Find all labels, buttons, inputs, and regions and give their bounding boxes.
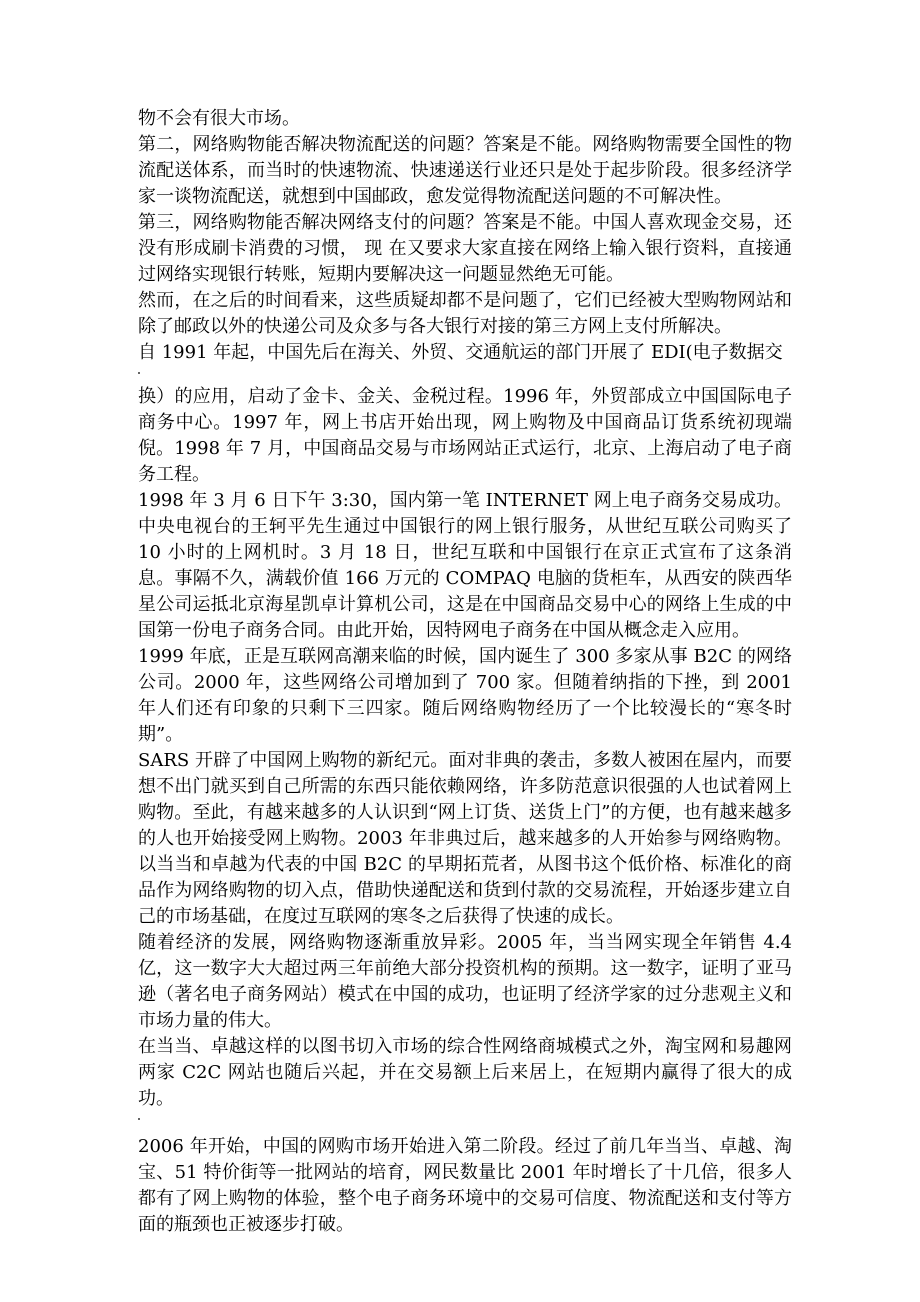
paragraph-7: 1998 年 3 月 6 日下午 3:30，国内第一笔 INTERNET 网上电子商务交易成功。中央电视台的王轲平先生通过中国银行的网上银行服务，从世纪互联公司购买了 10 小时的上网机时。3 月 18 日，世纪互联和中国银行在京正式宣布了这条消息。事隔不久，满载价值 166 万元的 COMPAQ 电脑的货柜车，从西安的陕西华星公司运抵北京海星凯卓计算机公司，这是在中国商品交易中心的网络上生成的中国第一份电子商务合同。由此开始，因特网电子商务在中国从概念走入应用。	[138, 490, 792, 641]
paragraph-6: 换）的应用，启动了金卡、金关、金税过程。1996 年，外贸部成立中国国际电子商务中心。1997 年，网上书店开始出现，网上购物及中国商品订货系统初现端倪。1998 年 7 月，中国商品交易与市场网站正式运行，北京、上海启动了电子商务工程。	[138, 386, 792, 485]
paragraph-8: 1999 年底，正是互联网高潮来临的时候，国内诞生了 300 多家从事 B2C 的网络公司。2000 年，这些网络公司增加到了 700 家。但随着纳指的下挫，到 2001 年人们还有印象的只剩下三四家。随后网络购物经历了一个比较漫长的“寒冬时期”。	[138, 646, 792, 745]
paragraph-9: SARS 开辟了中国网上购物的新纪元。面对非典的袭击，多数人被困在屋内，而要想不出门就买到自己所需的东西只能依赖网络，许多防范意识很强的人也试着网上购物。至此，有越来越多的人认识到“网上订货、送货上门”的方便，也有越来越多的人也开始接受网上购物。2003 年非典过后，越来越多的人开始参与网络购物。以当当和卓越为代表的中国 B2C 的早期拓荒者，从图书这个低价格、标准化的商品作为网络购物的切入点，借助快递配送和货到付款的交易流程，开始逐步建立自己的市场基础，在度过互联网的寒冬之后获得了快速的成长。	[138, 750, 792, 927]
section-gap	[138, 1112, 792, 1134]
paragraph-4: 然而，在之后的时间看来，这些质疑却都不是问题了，它们已经被大型购物网站和除了邮政以外的快递公司及众多与各大银行对接的第三方网上支付所解决。	[138, 290, 792, 337]
stray-dot-mark	[138, 372, 140, 374]
paragraph-5: 自 1991 年起，中国先后在海关、外贸、交通航运的部门开展了 EDI(电子数据交	[138, 342, 783, 363]
stray-dot-mark	[138, 1118, 140, 1120]
paragraph-3: 第三，网络购物能否解决网络支付的问题？答案是不能。中国人喜欢现金交易，还没有形成刷卡消费的习惯， 现 在又要求大家直接在网络上输入银行资料，直接通过网络实现银行转账，短期内要解决这一问题显然绝无可能。	[138, 212, 792, 285]
paragraph-2: 第二，网络购物能否解决物流配送的问题？答案是不能。网络购物需要全国性的物流配送体系，而当时的快速物流、快速递送行业还只是处于起步阶段。很多经济学家一谈物流配送，就想到中国邮政，愈发觉得物流配送问题的不可解决性。	[138, 134, 792, 207]
paragraph-10: 随着经济的发展，网络购物逐渐重放异彩。2005 年，当当网实现全年销售 4.4 亿，这一数字大大超过两三年前绝大部分投资机构的预期。这一数字，证明了亚马逊（著名电子商务网站）模式在中国的成功，也证明了经济学家的过分悲观主义和市场力量的伟大。	[138, 932, 792, 1031]
paragraph-12: 2006 年开始，中国的网购市场开始进入第二阶段。经过了前几年当当、卓越、淘宝、51 特价街等一批网站的培育，网民数量比 2001 年时增长了十几倍，很多人都有了网上购物的体验，整个电子商务环境中的交易可信度、物流配送和支付等方面的瓶颈也正被逐步打破。	[138, 1136, 792, 1235]
page-break-gap	[138, 366, 792, 384]
paragraph-11: 在当当、卓越这样的以图书切入市场的综合性网络商城模式之外，淘宝网和易趣网两家 C2C 网站也随后兴起，并在交易额上后来居上，在短期内赢得了很大的成功。	[138, 1036, 792, 1109]
paragraph-1: 物不会有很大市场。	[138, 108, 300, 129]
document-body	[138, 106, 792, 1238]
